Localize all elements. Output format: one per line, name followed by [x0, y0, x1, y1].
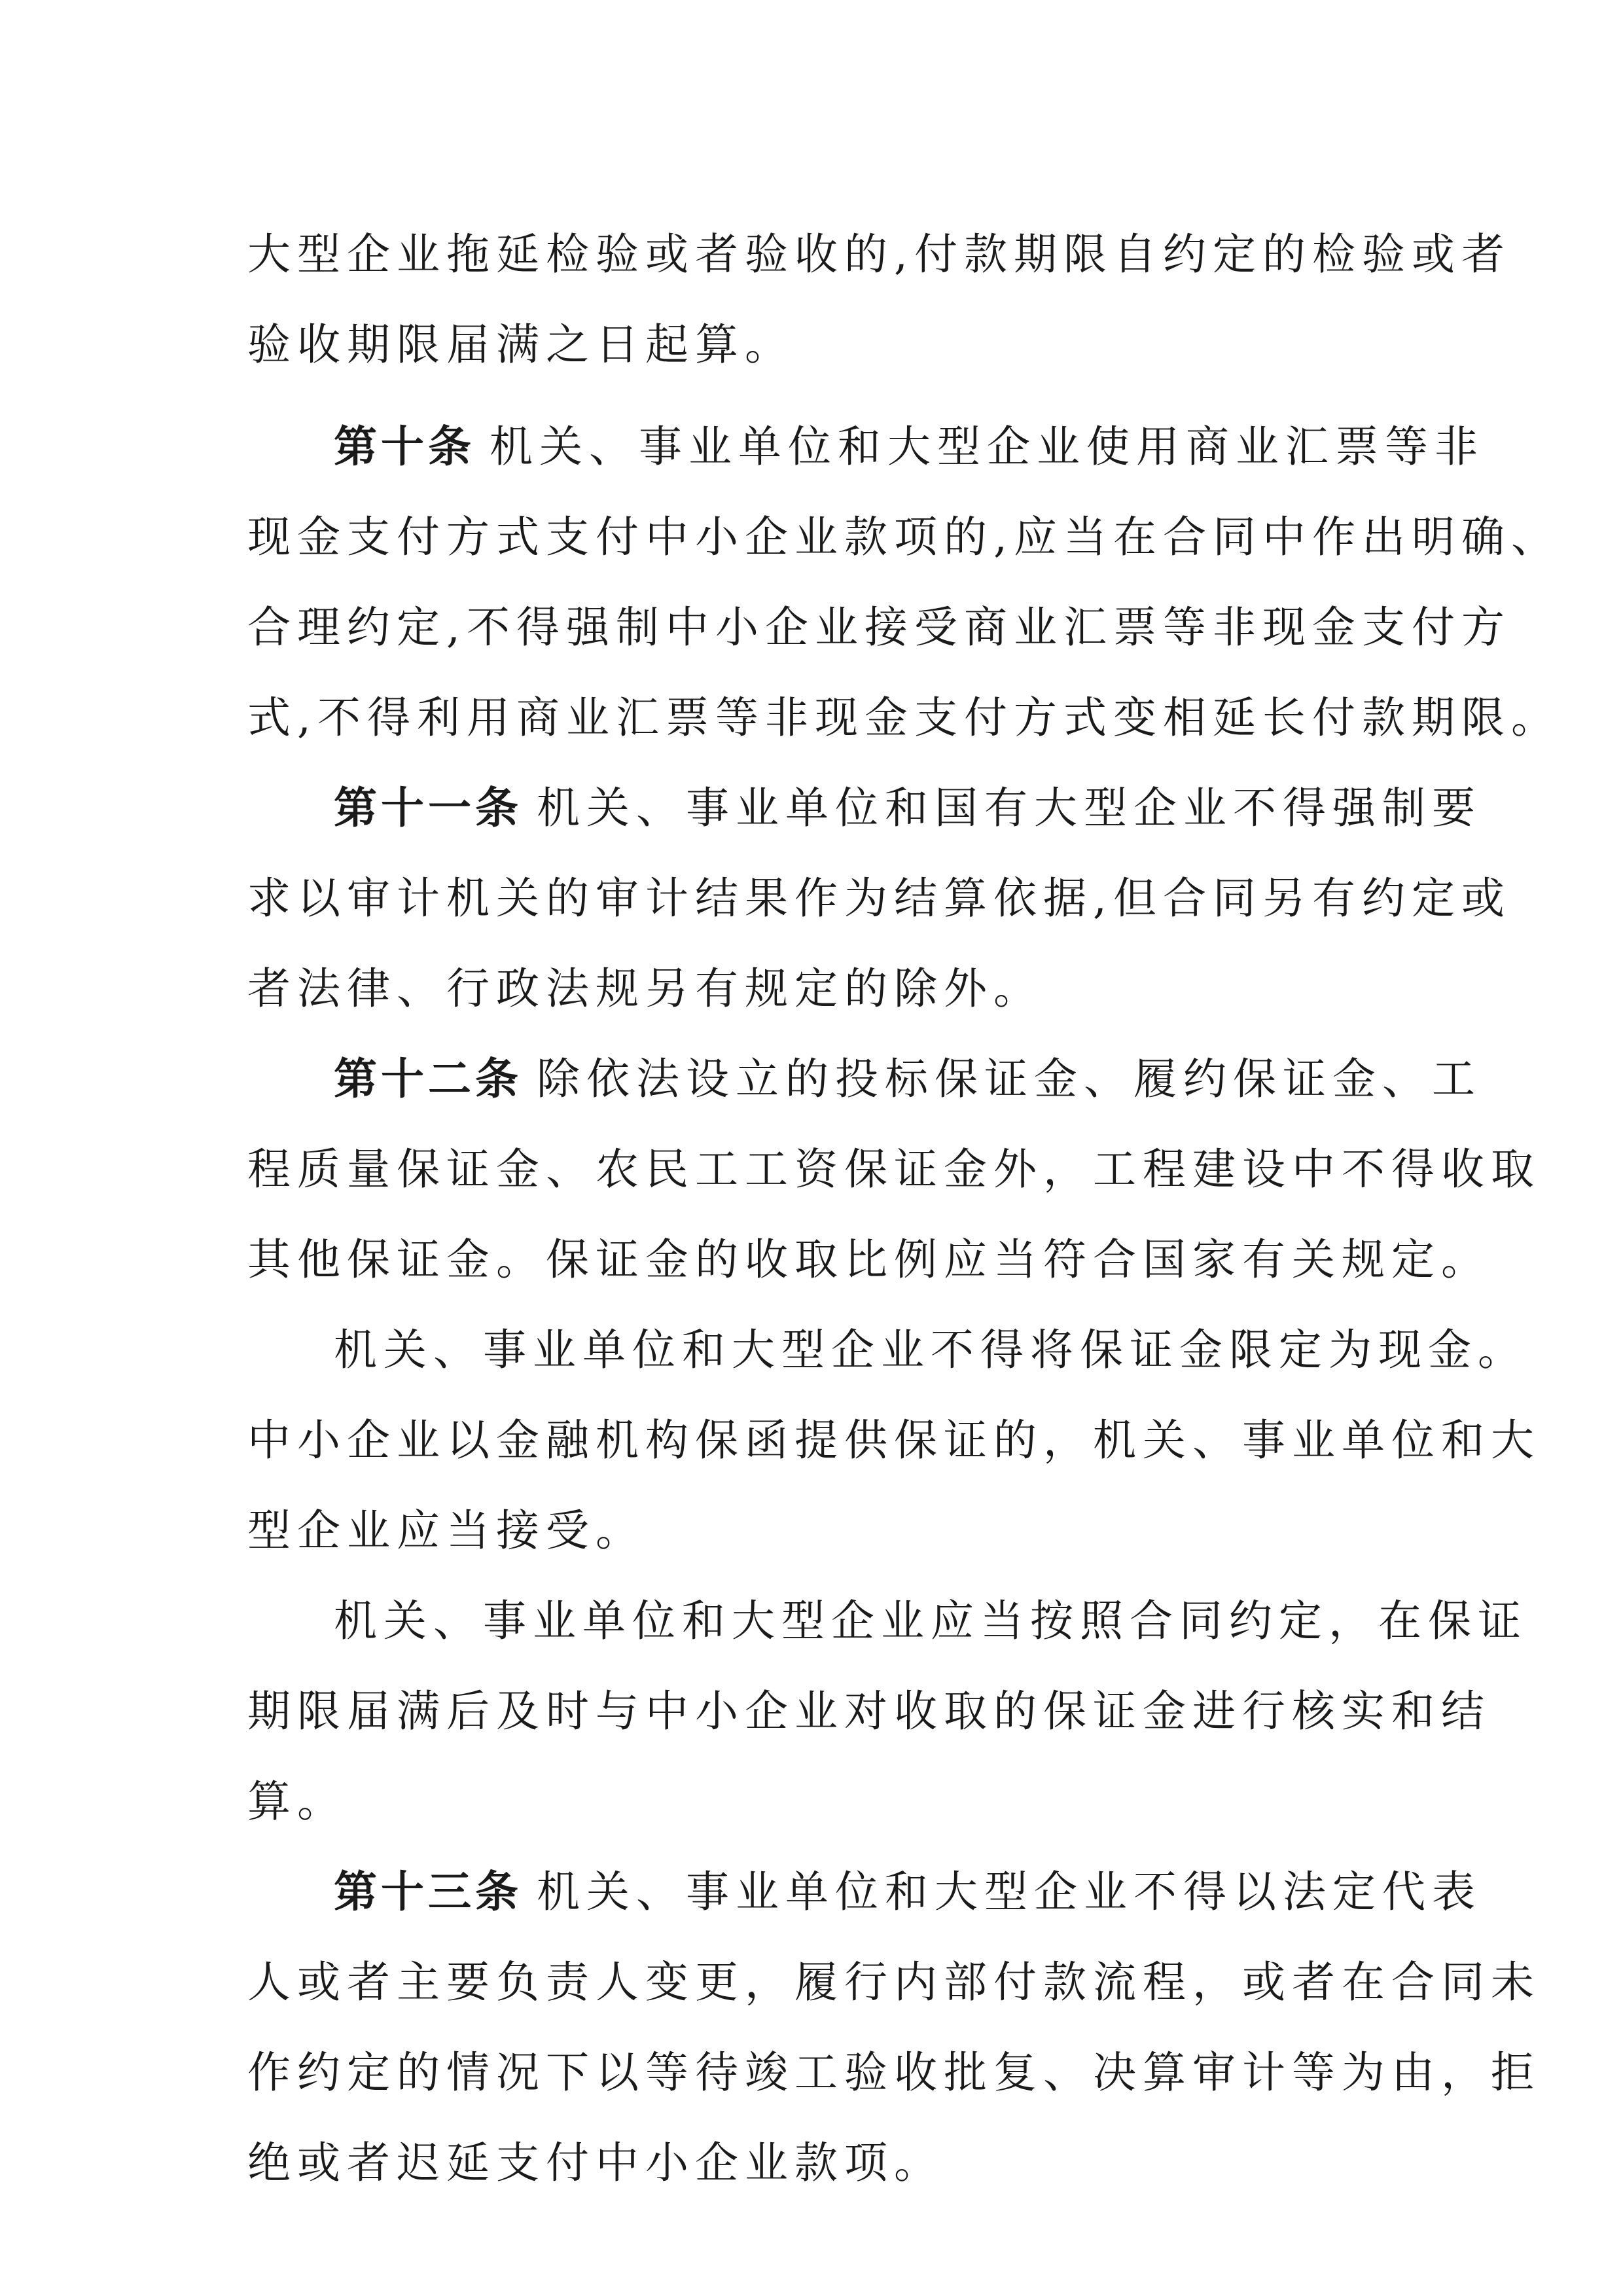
text-line: [247, 402, 1484, 492]
text-line: [247, 1847, 1482, 1937]
text-line: [247, 763, 1482, 853]
text-line: 式,不得利用商业汇票等非现金支付方式变相延长付款期限。: [247, 692, 1561, 743]
paragraph-article-10: [247, 402, 1561, 763]
text-line: 验收期限届满之日起算。: [247, 319, 794, 370]
text-line: 机关、事业单位和大型企业应当按照合同约定，在保证: [334, 1596, 1527, 1646]
text-line: 机关、事业单位和大型企业不得将保证金限定为现金。: [334, 1325, 1527, 1375]
article-number: 第十一条: [334, 783, 522, 833]
text-line: 大型企业拖延检验或者验收的,付款期限自约定的检验或者: [247, 229, 1511, 279]
text-line: 中小企业以金融机构保函提供保证的，机关、事业单位和大: [247, 1415, 1541, 1465]
article-text: 除依法设立的投标保证金、履约保证金、工: [537, 1054, 1482, 1104]
article-text: 机关、事业单位和国有大型企业不得强制要: [537, 783, 1482, 833]
text-line: 绝或者迟延支付中小企业款项。: [247, 2138, 944, 2188]
text-line: 作约定的情况下以等待竣工验收批复、决算审计等为由，拒: [247, 2047, 1541, 2098]
document-page: [247, 209, 1561, 2208]
article-text: 机关、事业单位和大型企业使用商业汇票等非: [490, 422, 1484, 472]
text-line: 算。: [247, 1776, 347, 1827]
article-text: 机关、事业单位和大型企业不得以法定代表: [537, 1867, 1482, 1917]
text-line: 型企业应当接受。: [247, 1505, 645, 1556]
text-line: 人或者主要负责人变更，履行内部付款流程，或者在合同未: [247, 1957, 1541, 2007]
paragraph-article-12: [247, 1034, 1541, 1305]
text-line: 者法律、行政法规另有规定的除外。: [247, 963, 1043, 1014]
paragraph-article-12-part-2: [247, 1305, 1541, 1576]
paragraph-continuation: [247, 209, 1511, 390]
text-line: 合理约定,不得强制中小企业接受商业汇票等非现金支付方: [247, 602, 1511, 653]
article-number: 第十二条: [334, 1054, 522, 1104]
text-line: 求以审计机关的审计结果作为结算依据,但合同另有约定或: [247, 873, 1511, 924]
article-number: 第十条: [334, 422, 475, 472]
text-line: 期限届满后及时与中小企业对收取的保证金进行核实和结: [247, 1686, 1491, 1736]
article-number: 第十三条: [334, 1867, 522, 1917]
paragraph-article-12-part-3: [247, 1576, 1527, 1847]
paragraph-article-11: [247, 763, 1511, 1034]
paragraph-article-13: [247, 1847, 1541, 2208]
text-line: 现金支付方式支付中小企业款项的,应当在合同中作出明确、: [247, 512, 1561, 562]
text-line: [247, 1034, 1482, 1124]
text-line: 程质量保证金、农民工工资保证金外，工程建设中不得收取: [247, 1144, 1541, 1194]
text-line: 其他保证金。保证金的收取比例应当符合国家有关规定。: [247, 1234, 1491, 1285]
